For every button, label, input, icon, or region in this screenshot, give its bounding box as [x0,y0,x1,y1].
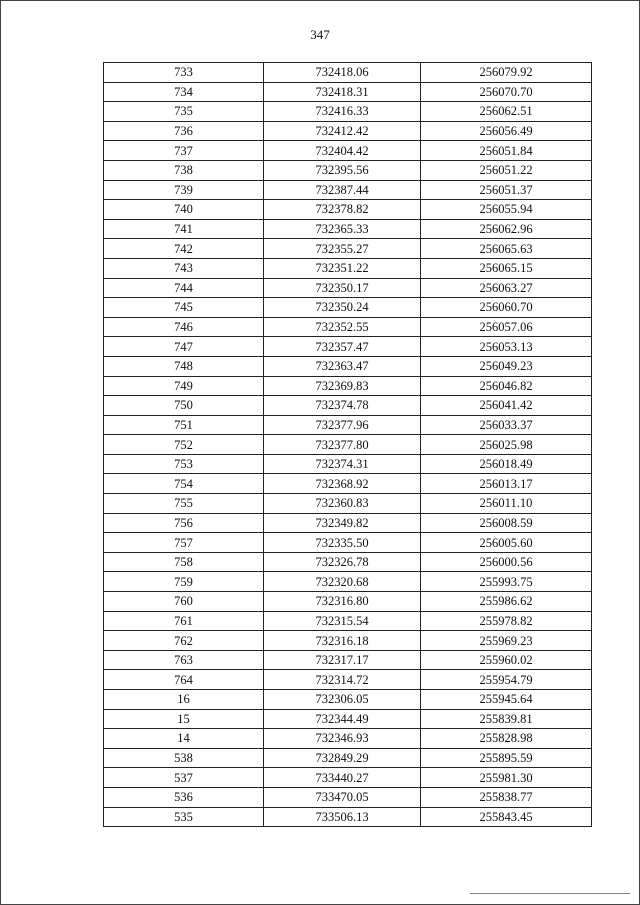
y-coordinate-cell: 256065.15 [421,258,592,278]
x-coordinate-cell: 732316.18 [264,631,421,651]
x-coordinate-cell: 732387.44 [264,180,421,200]
point-number-cell: 736 [104,121,264,141]
x-coordinate-cell: 732352.55 [264,317,421,337]
y-coordinate-cell: 255843.45 [421,807,592,827]
point-number-cell: 738 [104,160,264,180]
x-coordinate-cell: 732377.80 [264,435,421,455]
y-coordinate-cell: 256065.63 [421,239,592,259]
point-number-cell: 755 [104,494,264,514]
table-row [104,317,592,337]
y-coordinate-cell: 255828.98 [421,729,592,749]
y-coordinate-cell: 256005.60 [421,533,592,553]
y-coordinate-cell: 255993.75 [421,572,592,592]
x-coordinate-cell: 732314.72 [264,670,421,690]
table-row [104,82,592,102]
x-coordinate-cell: 732335.50 [264,533,421,553]
x-coordinate-cell: 732377.96 [264,415,421,435]
point-number-cell: 739 [104,180,264,200]
y-coordinate-cell: 255981.30 [421,768,592,788]
table-row [104,494,592,514]
y-coordinate-cell: 255960.02 [421,650,592,670]
point-number-cell: 537 [104,768,264,788]
point-number-cell: 746 [104,317,264,337]
point-number-cell: 752 [104,435,264,455]
table-row [104,102,592,122]
table-row [104,121,592,141]
y-coordinate-cell: 256051.84 [421,141,592,161]
x-coordinate-cell: 732374.78 [264,396,421,416]
y-coordinate-cell: 256057.06 [421,317,592,337]
table-row [104,572,592,592]
y-coordinate-cell: 256018.49 [421,454,592,474]
y-coordinate-cell: 256011.10 [421,494,592,514]
y-coordinate-cell: 256053.13 [421,337,592,357]
point-number-cell: 760 [104,592,264,612]
x-coordinate-cell: 732412.42 [264,121,421,141]
x-coordinate-cell: 732349.82 [264,513,421,533]
table-row [104,690,592,710]
point-number-cell: 15 [104,709,264,729]
table-row [104,200,592,220]
table-row [104,592,592,612]
x-coordinate-cell: 732849.29 [264,748,421,768]
point-number-cell: 751 [104,415,264,435]
table-row [104,396,592,416]
y-coordinate-cell: 255978.82 [421,611,592,631]
coordinates-table-body [104,63,592,827]
point-number-cell: 536 [104,787,264,807]
y-coordinate-cell: 256041.42 [421,396,592,416]
x-coordinate-cell: 732395.56 [264,160,421,180]
table-row [104,258,592,278]
footer-rule [470,893,630,894]
x-coordinate-cell: 732357.47 [264,337,421,357]
page-number: 347 [310,27,330,42]
x-coordinate-cell: 732317.17 [264,650,421,670]
x-coordinate-cell: 732368.92 [264,474,421,494]
x-coordinate-cell: 732350.24 [264,298,421,318]
table-row [104,729,592,749]
x-coordinate-cell: 732378.82 [264,200,421,220]
table-row [104,356,592,376]
point-number-cell: 748 [104,356,264,376]
table-row [104,239,592,259]
table-row [104,552,592,572]
x-coordinate-cell: 732326.78 [264,552,421,572]
point-number-cell: 749 [104,376,264,396]
table-row [104,748,592,768]
table-row [104,768,592,788]
table-row [104,474,592,494]
y-coordinate-cell: 256013.17 [421,474,592,494]
table-row [104,298,592,318]
table-row [104,376,592,396]
y-coordinate-cell: 255945.64 [421,690,592,710]
point-number-cell: 737 [104,141,264,161]
point-number-cell: 750 [104,396,264,416]
x-coordinate-cell: 732369.83 [264,376,421,396]
table-row [104,650,592,670]
point-number-cell: 745 [104,298,264,318]
y-coordinate-cell: 255839.81 [421,709,592,729]
table-row [104,454,592,474]
x-coordinate-cell: 732360.83 [264,494,421,514]
table-row [104,219,592,239]
point-number-cell: 757 [104,533,264,553]
point-number-cell: 764 [104,670,264,690]
point-number-cell: 754 [104,474,264,494]
x-coordinate-cell: 732346.93 [264,729,421,749]
x-coordinate-cell: 732350.17 [264,278,421,298]
point-number-cell: 733 [104,63,264,83]
y-coordinate-cell: 256079.92 [421,63,592,83]
point-number-cell: 759 [104,572,264,592]
point-number-cell: 744 [104,278,264,298]
y-coordinate-cell: 256056.49 [421,121,592,141]
x-coordinate-cell: 733506.13 [264,807,421,827]
table-row [104,533,592,553]
x-coordinate-cell: 732316.80 [264,592,421,612]
y-coordinate-cell: 256055.94 [421,200,592,220]
x-coordinate-cell: 733470.05 [264,787,421,807]
point-number-cell: 14 [104,729,264,749]
x-coordinate-cell: 732355.27 [264,239,421,259]
table-row [104,807,592,827]
x-coordinate-cell: 732363.47 [264,356,421,376]
y-coordinate-cell: 256049.23 [421,356,592,376]
table-row [104,513,592,533]
point-number-cell: 761 [104,611,264,631]
y-coordinate-cell: 256051.37 [421,180,592,200]
point-number-cell: 742 [104,239,264,259]
table-row [104,709,592,729]
x-coordinate-cell: 732404.42 [264,141,421,161]
y-coordinate-cell: 256062.51 [421,102,592,122]
y-coordinate-cell: 255895.59 [421,748,592,768]
x-coordinate-cell: 732418.31 [264,82,421,102]
point-number-cell: 535 [104,807,264,827]
point-number-cell: 762 [104,631,264,651]
x-coordinate-cell: 733440.27 [264,768,421,788]
y-coordinate-cell: 256033.37 [421,415,592,435]
y-coordinate-cell: 256000.56 [421,552,592,572]
y-coordinate-cell: 256062.96 [421,219,592,239]
table-row [104,160,592,180]
point-number-cell: 741 [104,219,264,239]
x-coordinate-cell: 732344.49 [264,709,421,729]
point-number-cell: 734 [104,82,264,102]
y-coordinate-cell: 256051.22 [421,160,592,180]
point-number-cell: 538 [104,748,264,768]
point-number-cell: 756 [104,513,264,533]
point-number-cell: 735 [104,102,264,122]
y-coordinate-cell: 256070.70 [421,82,592,102]
y-coordinate-cell: 255954.79 [421,670,592,690]
y-coordinate-cell: 255838.77 [421,787,592,807]
y-coordinate-cell: 256060.70 [421,298,592,318]
y-coordinate-cell: 255986.62 [421,592,592,612]
x-coordinate-cell: 732351.22 [264,258,421,278]
table-row [104,435,592,455]
coordinates-table [103,62,592,827]
x-coordinate-cell: 732315.54 [264,611,421,631]
table-row [104,278,592,298]
x-coordinate-cell: 732416.33 [264,102,421,122]
y-coordinate-cell: 256008.59 [421,513,592,533]
table-row [104,611,592,631]
point-number-cell: 743 [104,258,264,278]
table-row [104,670,592,690]
y-coordinate-cell: 256046.82 [421,376,592,396]
point-number-cell: 758 [104,552,264,572]
y-coordinate-cell: 255969.23 [421,631,592,651]
point-number-cell: 753 [104,454,264,474]
table-row [104,337,592,357]
point-number-cell: 740 [104,200,264,220]
point-number-cell: 16 [104,690,264,710]
x-coordinate-cell: 732320.68 [264,572,421,592]
x-coordinate-cell: 732365.33 [264,219,421,239]
y-coordinate-cell: 256025.98 [421,435,592,455]
point-number-cell: 763 [104,650,264,670]
point-number-cell: 747 [104,337,264,357]
table-row [104,141,592,161]
table-row [104,787,592,807]
y-coordinate-cell: 256063.27 [421,278,592,298]
x-coordinate-cell: 732306.05 [264,690,421,710]
x-coordinate-cell: 732374.31 [264,454,421,474]
table-row [104,415,592,435]
x-coordinate-cell: 732418.06 [264,63,421,83]
table-row [104,63,592,83]
table-row [104,631,592,651]
table-row [104,180,592,200]
